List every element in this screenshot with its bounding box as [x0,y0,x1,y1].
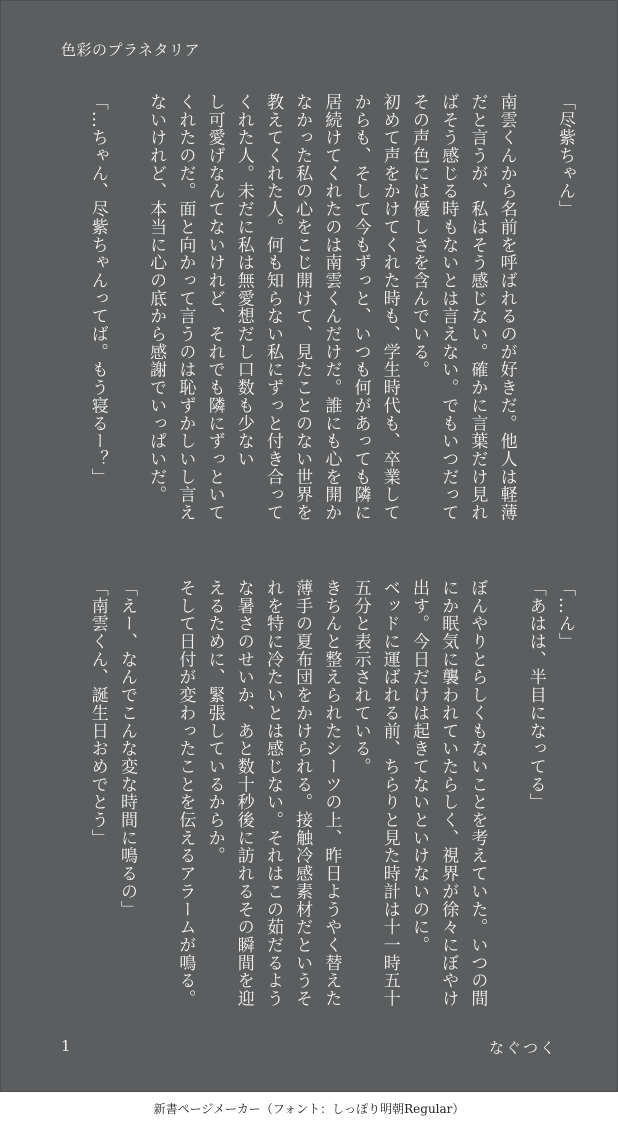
vertical-text-lower: 「…ん」 「あはは、半目になってる」 ぼんやりとらしくもないことを考えていた。いつの間 にか眠気に襲われていたらしく、視界が徐々にぼやけ 出す。今日だけは起きてないといけないのに。 ベッドに運ばれる前、ちらりと見た時計は十一時五十 五分と表示されている。 きちんと整えられたシーツの上、昨日ようやく替えた 薄手の夏布団をかけられる。接触冷感素材だというそ れを特に冷たいとは感じない。それはこの茹だるよう な暑さのせいか、あと数十秒後に訪れるその瞬間を迎 えるために、緊張しているからか。 そして日付が変わったことを伝えるアラームが鳴る。 「えー、なんでこんな変な時間に鳴るの」 「南雲くん、誕生日おめでとう」 [87,579,575,1008]
vertical-text-upper: 「尽紫ちゃん」 南雲くんから名前を呼ばれるのが好きだ。他人は軽薄 だと言うが、私はそう感じない。確かに言葉だけ見れ ばそう感じる時もないとは言えない。でもいつだって その声色には優しさを含んでいる。 初めて声をかけてくれた時も、学生時代も、卒業して からも、そして今もずっと、いつも何があっても隣に 居続けてくれたのは南雲くんだけだ。誰にも心を開か なかった私の心をこじ開けて、見たことのない世界を 教えてくれた人。何も知らない私にずっと付き合って くれた人。未だに私は無愛想だし口数も少ない し可愛げなんてないけれど、それでも隣にずっといて くれたのだ。面と向かって言うのは恥ずかしいし言え ないけれど、本当に心の底から感謝でいっぱいだ。 「…ちゃん、尽紫ちゃんってば。もう寝るー？」 [87,93,575,522]
page-number: 1 [61,1037,71,1055]
generator-caption: 新書ページメーカー（フォント：しっぽり明朝Regular） [153,1102,465,1116]
author-name: なぐつく [488,1039,557,1057]
page-title: 色彩のプラネタリア [61,41,201,59]
